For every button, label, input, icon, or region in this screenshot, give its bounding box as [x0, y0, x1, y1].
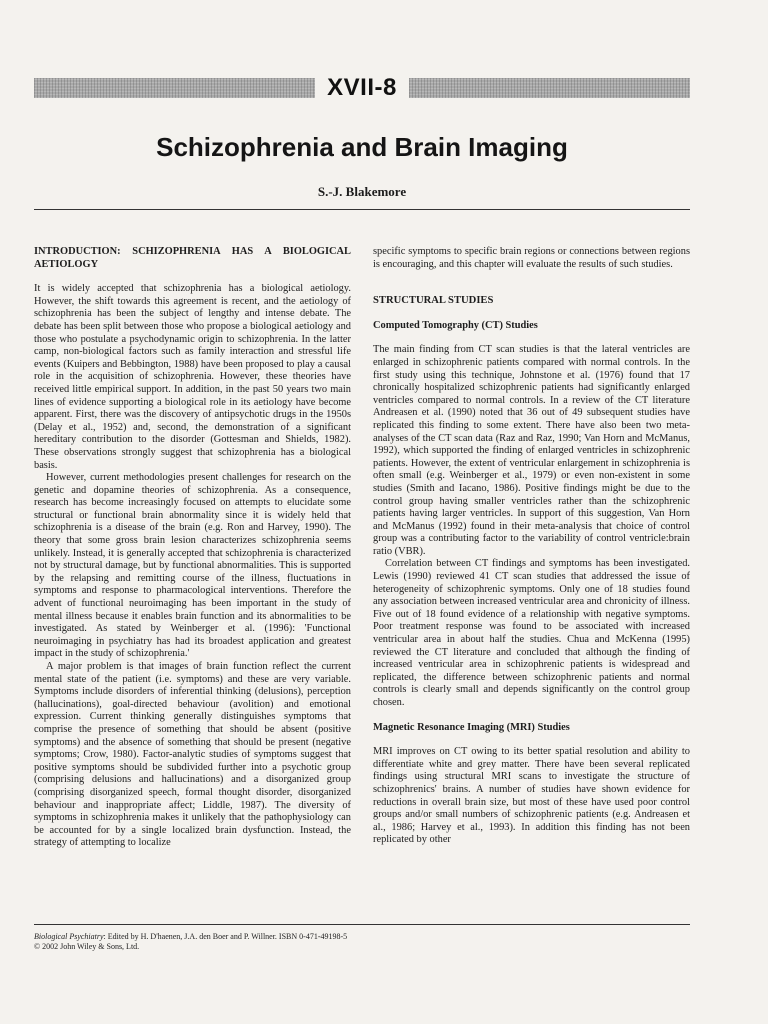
footer-divider	[34, 924, 690, 925]
page-title: Schizophrenia and Brain Imaging	[156, 132, 568, 162]
journal-name: Biological Psychiatry	[34, 932, 104, 941]
right-column	[373, 246, 690, 847]
body-paragraph: Correlation between CT findings and symptoms has been investigated. Lewis (1990) reviewed 41 CT scan studies that addressed the issue of heterogeneity of schizophrenic symptoms. Only one of 18 studies found any association between increased ventricular area and chronicity of illness. Five out of 18 found evidence of a relationship with negative symptoms. Poor treatment response was found to be associated with increased ventricular area in about half the studies. Chua and McKenna (1995) reviewed the CT literature and concluded that although the finding of increased ventricular area in schizophrenic patients is widespread and replicated, the difference between schizophrenic patients and normal controls is clearly small and depends significantly on the control group chosen.	[373, 558, 690, 708]
left-column	[34, 246, 351, 850]
body-paragraph: A major problem is that images of brain function reflect the current mental state of the patient (i.e. symptoms) and these are very variable. Symptoms include disorders of inferential thinking (delusions), perception (hallucinations), goal-directed behaviour (avolition) and emotional expression. Current thinking generally distinguishes symptoms that comprise the presence of something that should be absent (positive symptoms) and the absence of something that should be present (negative symptoms; Crow, 1980). Factor-analytic studies of symptoms suggest that positive symptoms should be subdivided further into a psychotic group (comprising delusions and hallucinations) and a disorganized group (comprising disorganized speech, formal thought disorder, disorganized behaviour and inappropriate affect; Liddle, 1987). The diversity of symptoms in schizophrenia makes it unlikely that the pathophysiology can be accounted for by a single localized brain dysfunction. Instead, the strategy of attempting to localize	[34, 661, 351, 849]
footer-citation	[34, 932, 690, 942]
spacer	[373, 271, 690, 295]
section-heading-introduction: INTRODUCTION: SCHIZOPHRENIA HAS A BIOLOGICAL AETIOLOGY	[34, 246, 351, 270]
body-paragraph: MRI improves on CT owing to its better spatial resolution and ability to differentiate white and grey matter. There have been several replicated findings using structural MRI scans to investigate the structure of schizophrenics' brains. A number of studies have shown evidence for reductions in overall brain size, but most of these have used poor control groups and/or small numbers of schizophrenic patients (e.g. Andreasen et al., 1986; Harvey et al., 1993). In addition this finding has not been replicated by other	[373, 746, 690, 846]
chapter-banner	[34, 76, 690, 100]
footer-editors: : Edited by H. D'haenen, J.A. den Boer and P. Willner. ISBN 0-471-49198-5	[103, 932, 348, 941]
author: S.-J. Blakemore	[317, 184, 407, 199]
section-heading-structural: STRUCTURAL STUDIES	[373, 295, 494, 307]
body-paragraph: It is widely accepted that schizophrenia has a biological aetiology. However, the shift towards this agreement is recent, and the aetiology of schizophrenia has been the subject of lengthy and intense debate. The debate has been split between those who propose a biological aetiology and those who postulate a psychodynamic origin to schizophrenia. In the latter camp, non-biological factors such as family interaction and stressful life events (Kuipers and Bebbington, 1988) have been proposed to play a causal role in the acquisition of schizophrenia. However, these theories have received little empirical support. In addition, in the past 50 years two main lines of evidence supporting a biological role in its aetiology have become apparent. First, there was the discovery of antipsychotic drugs in the 1950s (Delay et al., 1952) and, second, the demonstration of a significant hereditary contribution to the disorder (Gottesman and Shields, 1982). These observations strongly suggest that schizophrenia has a biological basis.	[34, 283, 351, 471]
footer	[34, 932, 690, 952]
body-paragraph: However, current methodologies present challenges for research on the genetic and dopamine theories of schizophrenia. As a consequence, research has become increasingly focused on attempts to elucidate some structural or functional brain abnormality since it is widely held that schizophrenia is a disease of the brain (e.g. Ron and Harvey, 1990). The theory that some gross brain lesion characterizes schizophrenia seems unlikely. Instead, it is generally accepted that schizophrenia is characterized not by structural damage, but by functional abnormalities. This is supported by the relapsing and remitting course of the illness, fluctuations in symptoms and response to pharmacological interventions. Therefore the advent of functional neuroimaging has been important in the study of mental illness because it enables brain function and its abnormalities to be investigated. As stated by Weinberger et al. (1996): 'Functional neuroimaging in psychiatry has had its broadest application and greatest impact in the study of schizophrenia.'	[34, 472, 351, 660]
banner-bar-left	[34, 78, 315, 98]
body-paragraph: The main finding from CT scan studies is that the lateral ventricles are enlarged in schizophrenic patients compared with normal controls. In the first study using this technique, Johnstone et al. (1976) found that 17 chronically hospitalized schizophrenic patients had significantly enlarged ventricles compared to normal controls. In a review of the CT literature Andreasen et al. (1990) noted that 36 out of 49 subsequent studies have replicated this finding to some extent. There have also been two meta-analyses of the CT scan data (Raz and Raz, 1990; Van Horn and McManus, 1992), which supported the finding of enlarged ventricles in schizophrenic patients. However, the extent of ventricular enlargement in schizophrenia is often small (e.g. Weinberger et al., 1979) or even non-existent in some studies (Smith and Iacano, 1986). Positive findings might be due to the control group having smaller ventricles rather than the schizophrenic patients having larger ventricles. In support of this suggestion, Van Horn and McManus (1992) found in their meta-analysis that choice of control group was a contributing factor to the variability of control ventricle:brain ratio (VBR).	[373, 344, 690, 557]
banner-bar-right	[409, 78, 690, 98]
subheading-mri: Magnetic Resonance Imaging (MRI) Studies	[373, 721, 570, 733]
title-divider	[34, 209, 690, 210]
footer-copyright: © 2002 John Wiley & Sons, Ltd.	[34, 942, 140, 951]
body-paragraph: specific symptoms to specific brain regions or connections between regions is encouraging, and this chapter will evaluate the results of such studies.	[373, 246, 690, 270]
subheading-ct: Computed Tomography (CT) Studies	[373, 319, 538, 331]
spacer	[373, 710, 690, 722]
chapter-number: XVII-8	[327, 74, 397, 101]
